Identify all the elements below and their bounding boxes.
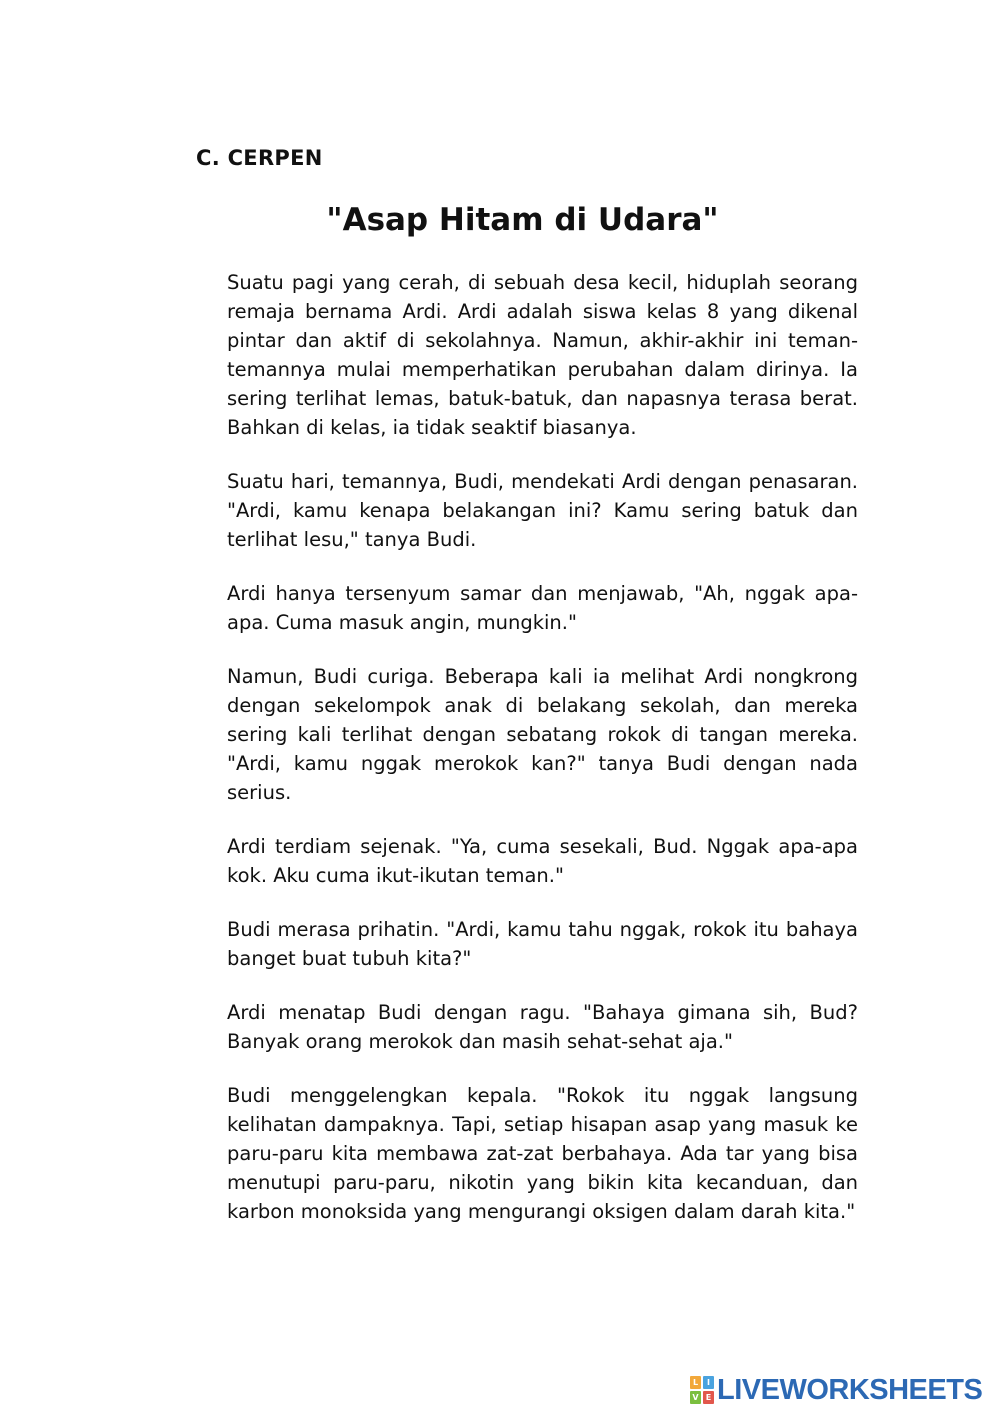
story-body — [227, 268, 858, 1251]
story-paragraph: Budi merasa prihatin. "Ardi, kamu tahu nggak, rokok itu bahaya banget buat tubuh kita?" — [227, 918, 858, 970]
story-paragraph: Budi menggelengkan kepala. "Rokok itu nggak langsung kelihatan dampaknya. Tapi, setiap hisapan asap yang masuk ke paru-paru kita membawa zat-zat berbahaya. Ada tar yang bisa menutupi paru-paru, nikotin yang bikin kita kecanduan, dan karbon monoksida yang mengurangi oksigen dalam darah kita." — [227, 1084, 858, 1223]
story-paragraph: Suatu pagi yang cerah, di sebuah desa kecil, hiduplah seorang remaja bernama Ardi. Ardi adalah siswa kelas 8 yang dikenal pintar dan aktif di sekolahnya. Namun, akhir-akhir ini teman-temannya mulai memperhatikan perubahan dalam dirinya. Ia sering terlihat lemas, batuk-batuk, dan napasnya terasa berat. Bahkan di kelas, ia tidak seaktif biasanya. — [227, 271, 858, 439]
story-paragraph: Ardi terdiam sejenak. "Ya, cuma sesekali, Bud. Nggak apa-apa kok. Aku cuma ikut-ikutan teman." — [227, 835, 858, 887]
logo-wordmark: LIVEWORKSHEETS — [717, 1373, 983, 1406]
story-paragraph: Ardi hanya tersenyum samar dan menjawab, "Ah, nggak apa-apa. Cuma masuk angin, mungkin." — [227, 582, 858, 634]
story-paragraph: Namun, Budi curiga. Beberapa kali ia melihat Ardi nongkrong dengan sekelompok anak di belakang sekolah, dan mereka sering kali terlihat dengan sebatang rokok di tangan mereka. "Ardi, kamu nggak merokok kan?" tanya Budi dengan nada serius. — [227, 665, 858, 804]
liveworksheets-logo-icon — [690, 1376, 714, 1404]
story-paragraph: Suatu hari, temannya, Budi, mendekati Ardi dengan penasaran. "Ardi, kamu kenapa belakangan ini? Kamu sering batuk dan terlihat lesu," tanya Budi. — [227, 470, 858, 551]
logo-mark-letter: L — [690, 1376, 701, 1389]
section-heading: C. CERPEN — [196, 146, 323, 170]
story-paragraph: Ardi menatap Budi dengan ragu. "Bahaya gimana sih, Bud? Banyak orang merokok dan masih sehat-sehat aja." — [227, 1001, 858, 1053]
logo-mark-letter: V — [690, 1391, 701, 1404]
logo-mark-letter: I — [703, 1376, 714, 1389]
liveworksheets-logo[interactable] — [690, 1372, 982, 1408]
story-title: "Asap Hitam di Udara" — [326, 202, 719, 238]
logo-mark-letter: E — [703, 1391, 714, 1404]
